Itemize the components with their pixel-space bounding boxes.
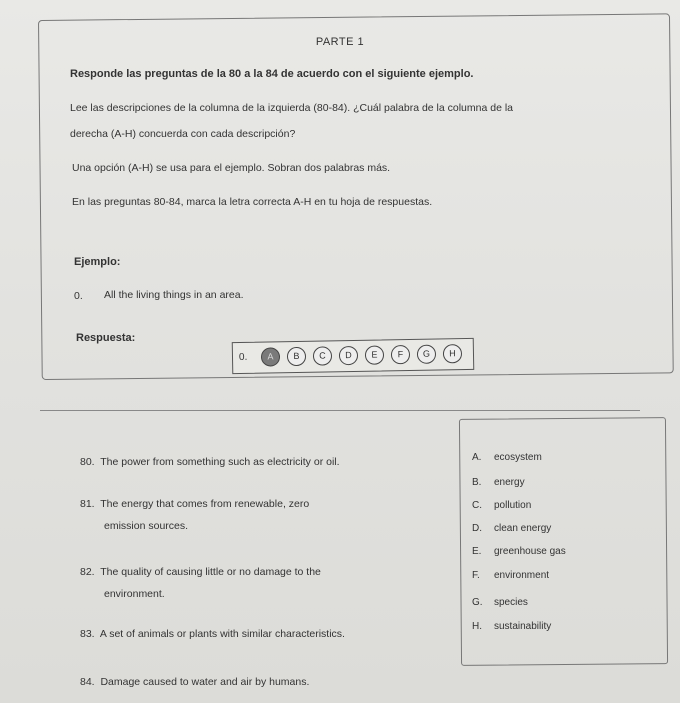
option-word: ecosystem bbox=[494, 452, 542, 463]
bubble-d[interactable]: D bbox=[339, 346, 358, 365]
question-number: 83. bbox=[80, 628, 95, 640]
option-c bbox=[472, 500, 531, 511]
option-letter: B. bbox=[472, 477, 482, 488]
option-letter: H. bbox=[472, 621, 482, 632]
instructions-p3: En las preguntas 80-84, marca la letra correcta A-H en tu hoja de respuestas. bbox=[72, 196, 433, 208]
option-e bbox=[472, 546, 566, 557]
option-h bbox=[472, 621, 551, 632]
answer-label: Respuesta: bbox=[76, 332, 136, 344]
option-letter: G. bbox=[472, 597, 483, 608]
question-80 bbox=[80, 456, 340, 468]
option-word: clean energy bbox=[494, 523, 552, 534]
option-letter: E. bbox=[472, 546, 482, 557]
question-text: Damage caused to water and air by humans. bbox=[100, 676, 310, 688]
option-letter: C. bbox=[472, 500, 482, 511]
option-letter: F. bbox=[472, 570, 480, 581]
option-word: greenhouse gas bbox=[494, 546, 566, 557]
option-word: species bbox=[494, 597, 528, 608]
question-84 bbox=[80, 676, 309, 688]
question-text: The quality of causing little or no damage to the bbox=[100, 566, 321, 578]
option-d bbox=[472, 523, 551, 534]
option-word: environment bbox=[494, 570, 550, 581]
question-text: The energy that comes from renewable, zero bbox=[100, 498, 310, 510]
question-81-line2: emission sources. bbox=[104, 520, 189, 532]
bubble-a[interactable]: A bbox=[261, 347, 280, 366]
example-number: 0. bbox=[74, 290, 83, 302]
option-f bbox=[472, 570, 549, 581]
instructions-title: Responde las preguntas de la 80 a la 84 de acuerdo con el siguiente ejemplo. bbox=[70, 68, 474, 80]
bubble-b[interactable]: B bbox=[287, 347, 306, 366]
question-number: 80. bbox=[80, 456, 95, 468]
instructions-p2: Una opción (A-H) se usa para el ejemplo. Sobran dos palabras más. bbox=[72, 162, 391, 174]
question-number: 81. bbox=[80, 498, 95, 510]
option-b bbox=[472, 477, 525, 488]
instructions-p1-line2: derecha (A-H) concuerda con cada descripción? bbox=[70, 128, 296, 140]
bubble-e[interactable]: E bbox=[365, 345, 384, 364]
option-g bbox=[472, 597, 528, 608]
question-81 bbox=[80, 498, 309, 510]
option-letter: D. bbox=[472, 523, 482, 534]
example-label: Ejemplo: bbox=[74, 256, 121, 268]
instructions-p1-line1: Lee las descripciones de la columna de la izquierda (80-84). ¿Cuál palabra de la columna de la bbox=[70, 102, 514, 114]
option-word: pollution bbox=[494, 500, 532, 511]
question-text: The power from something such as electricity or oil. bbox=[100, 456, 340, 468]
question-83 bbox=[80, 628, 345, 640]
question-82 bbox=[80, 566, 321, 578]
option-word: energy bbox=[494, 477, 525, 488]
option-word: sustainability bbox=[494, 621, 552, 632]
answer-bubble-strip bbox=[232, 338, 475, 374]
question-82-line2: environment. bbox=[104, 588, 165, 600]
bubble-f[interactable]: F bbox=[391, 345, 410, 364]
part-title: PARTE 1 bbox=[315, 36, 365, 48]
bubble-c[interactable]: C bbox=[313, 346, 332, 365]
option-letter: A. bbox=[472, 452, 482, 463]
question-number: 84. bbox=[80, 676, 95, 688]
example-text: All the living things in an area. bbox=[104, 289, 244, 301]
option-a bbox=[472, 452, 542, 463]
question-number: 82. bbox=[80, 566, 95, 578]
bubble-g[interactable]: G bbox=[417, 345, 436, 364]
answer-number: 0. bbox=[238, 351, 248, 363]
bubble-h[interactable]: H bbox=[443, 344, 462, 363]
question-text: A set of animals or plants with similar characteristics. bbox=[99, 628, 345, 640]
